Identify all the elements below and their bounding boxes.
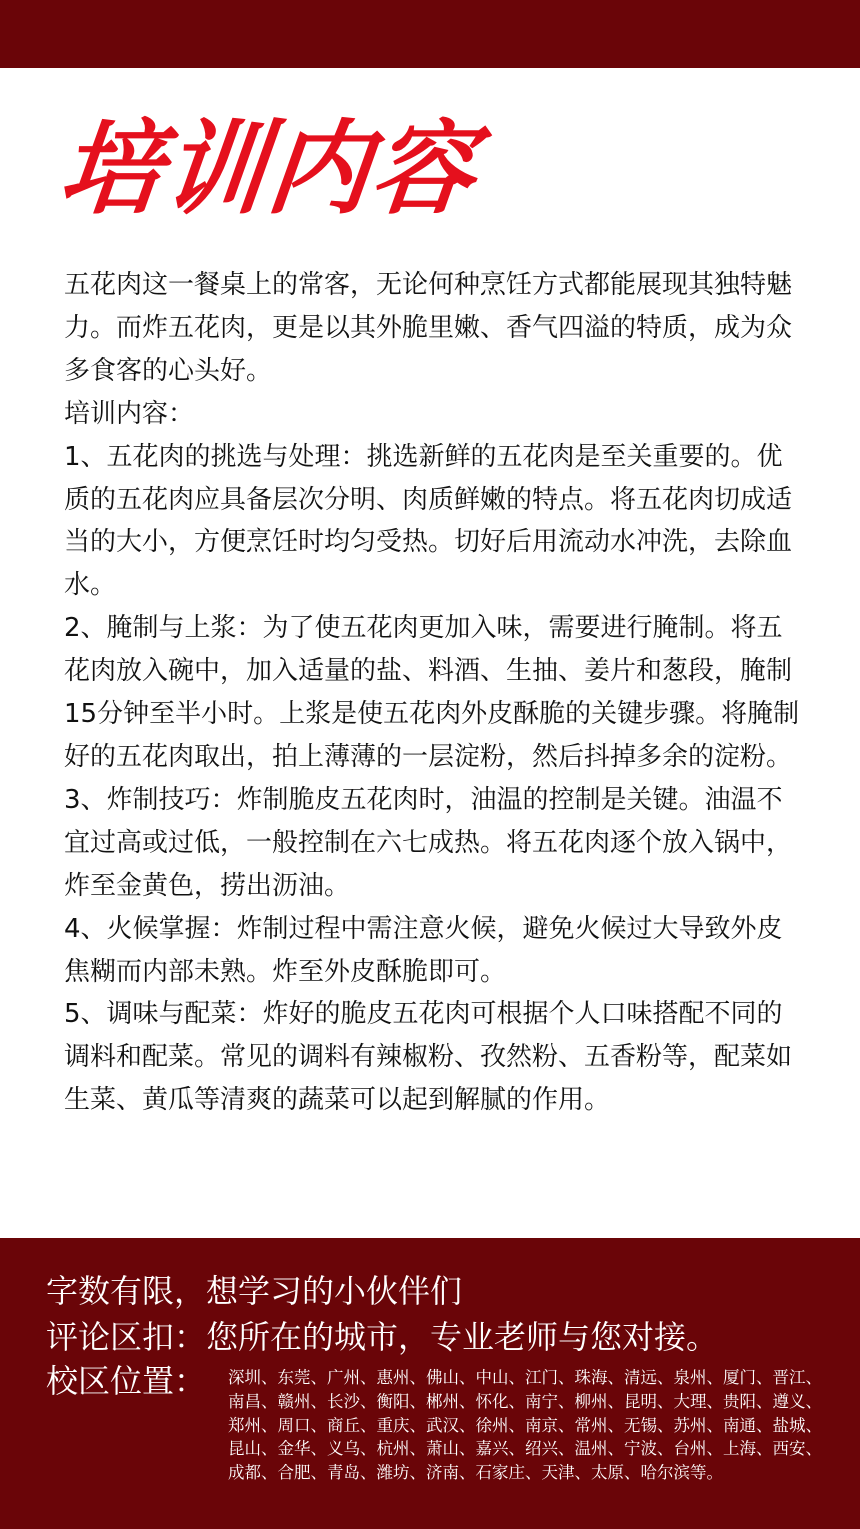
intro-paragraph: 五花肉这一餐桌上的常客，无论何种烹饪方式都能展现其独特魅力。而炸五花肉，更是以其外脆里嫩、香气四溢的特质，成为众多食客的心头好。	[64, 270, 793, 386]
campus-label: 校区位置：	[46, 1362, 207, 1400]
footer-banner	[0, 1238, 860, 1529]
top-banner-bar	[0, 0, 860, 68]
article-body	[64, 264, 804, 1122]
section-heading: 培训内容：	[64, 398, 195, 429]
campus-city-list: 深圳、东莞、广州、惠州、佛山、中山、江门、珠海、清远、泉州、厦门、晋江、南昌、赣州、长沙、衡阳、郴州、怀化、南宁、柳州、昆明、大理、贵阳、遵义、郑州、周口、商丘、重庆、武汉、徐州、南京、常州、无锡、苏州、南通、盐城、昆山、金华、义乌、杭州、萧山、嘉兴、绍兴、温州、宁波、台州、上海、西安、成都、合肥、青岛、潍坊、济南、石家庄、天津、太原、哈尔滨等。	[228, 1368, 822, 1483]
step-4-paragraph: 4、火候掌握：炸制过程中需注意火候，避免火候过大导致外皮焦糊而内部未熟。炸至外皮酥脆即可。	[64, 913, 783, 987]
step-2-paragraph: 2、腌制与上浆：为了使五花肉更加入味，需要进行腌制。将五花肉放入碗中，加入适量的盐、料酒、生抽、姜片和葱段，腌制15分钟至半小时。上浆是使五花肉外皮酥脆的关键步骤。将腌制好的五花肉取出，拍上薄薄的一层淀粉，然后抖掉多余的淀粉。	[64, 613, 800, 772]
step-3-paragraph: 3、炸制技巧：炸制脆皮五花肉时，油温的控制是关键。油温不宜过高或过低，一般控制在六七成热。将五花肉逐个放入锅中，炸至金黄色，捞出沥油。	[64, 784, 793, 901]
footer-line-1: 字数有限，想学习的小伙伴们	[46, 1272, 463, 1310]
footer-line-2: 评论区扣：您所在的城市，专业老师与您对接。	[46, 1318, 719, 1356]
step-5-paragraph: 5、调味与配菜：炸好的脆皮五花肉可根据个人口味搭配不同的调料和配菜。常见的调料有辣椒粉、孜然粉、五香粉等，配菜如生菜、黄瓜等清爽的蔬菜可以起到解腻的作用。	[64, 999, 793, 1116]
page-title: 培训内容	[53, 110, 483, 229]
step-1-paragraph: 1、五花肉的挑选与处理：挑选新鲜的五花肉是至关重要的。优质的五花肉应具备层次分明、肉质鲜嫩的特点。将五花肉切成适当的大小，方便烹饪时均匀受热。切好后用流动水冲洗，去除血水。	[64, 441, 793, 601]
